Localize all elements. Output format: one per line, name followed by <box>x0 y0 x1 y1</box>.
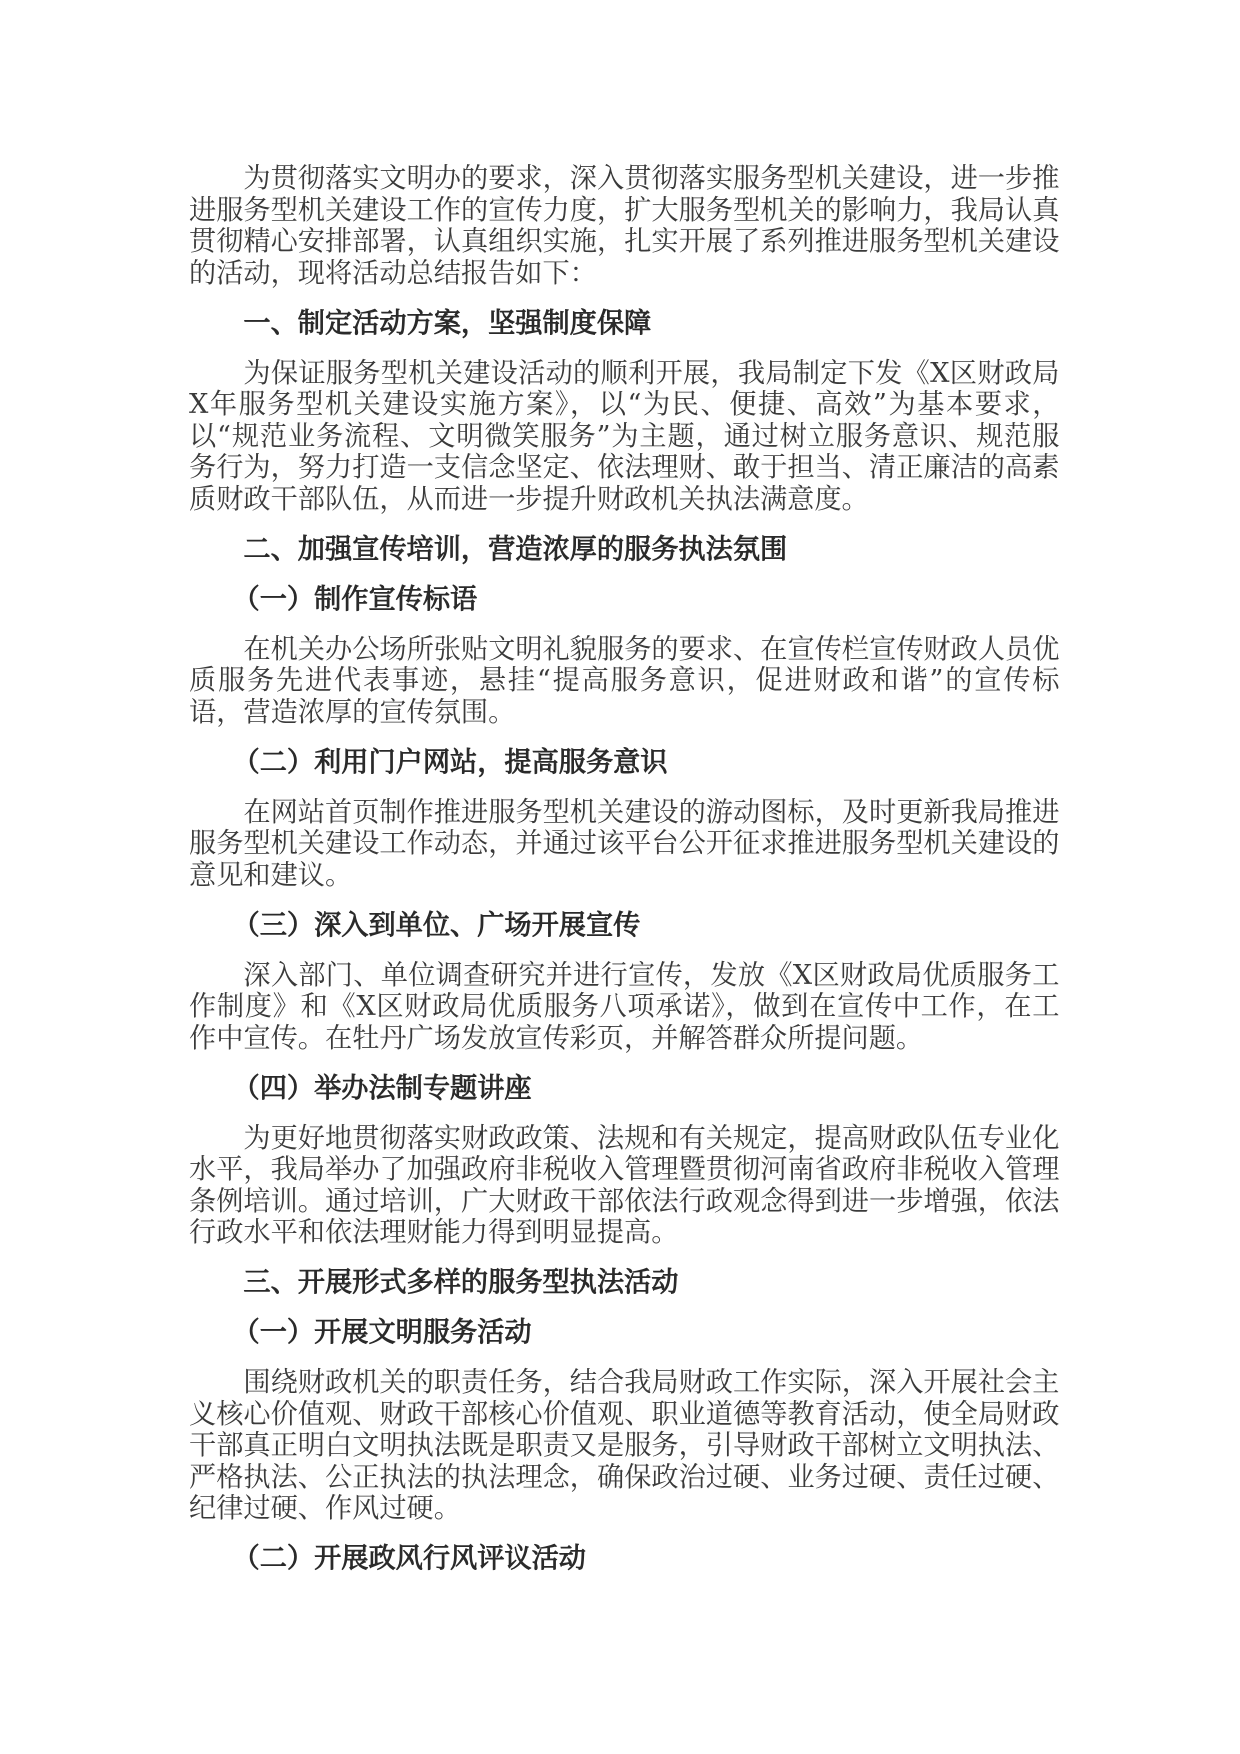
subsection-2-1-heading: （一）制作宣传标语 <box>232 583 478 615</box>
subsection-2-2-body: 在网站首页制作推进服务型机关建设的游动图标，及时更新我局推进服务型机关建设工作动态，并通过该平台公开征求推进服务型机关建设的意见和建议。 <box>189 796 1060 891</box>
subsection-2-3-body: 深入部门、单位调查研究并进行宣传，发放《X区财政局优质服务工作制度》和《X区财政局优质服务八项承诺》，做到在宣传中工作，在工作中宣传。在牡丹广场发放宣传彩页，并解答群众所提问题。 <box>189 959 1060 1054</box>
subsection-3-1-heading: （一）开展文明服务活动 <box>232 1317 532 1348</box>
subsection-2-4-body: 为更好地贯彻落实财政政策、法规和有关规定，提高财政队伍专业化水平，我局举办了加强政府非税收入管理暨贯彻河南省政府非税收入管理条例培训。通过培训，广大财政干部依法行政观念得到进一步增强，依法行政水平和依法理财能力得到明显提高。 <box>189 1122 1060 1248</box>
section-1-heading: 一、制定活动方案，坚强制度保障 <box>243 307 652 339</box>
subsection-2-3-heading: （三）深入到单位、广场开展宣传 <box>232 909 641 941</box>
intro-paragraph: 为贯彻落实文明办的要求，深入贯彻落实服务型机关建设，进一步推进服务型机关建设工作的宣传力度，扩大服务型机关的影响力，我局认真贯彻精心安排部署，认真组织实施，扎实开展了系列推进服务型机关建设的活动，现将活动总结报告如下： <box>189 163 1060 289</box>
subsection-3-1-body: 围绕财政机关的职责任务，结合我局财政工作实际，深入开展社会主义核心价值观、财政干部核心价值观、职业道德等教育活动，使全局财政干部真正明白文明执法既是职责又是服务，引导财政干部树立文明执法、严格执法、公正执法的执法理念，确保政治过硬、业务过硬、责任过硬、纪律过硬、作风过硬。 <box>189 1367 1060 1524</box>
subsection-2-1-body: 在机关办公场所张贴文明礼貌服务的要求、在宣传栏宣传财政人员优质服务先进代表事迹，悬挂“提高服务意识，促进财政和谐”的宣传标语，营造浓厚的宣传氛围。 <box>189 633 1060 728</box>
document-page <box>189 163 1059 1593</box>
subsection-2-2-heading: （二）利用门户网站，提高服务意识 <box>232 746 668 778</box>
subsection-2-4-heading: （四）举办法制专题讲座 <box>232 1072 532 1104</box>
subsection-3-2-heading: （二）开展政风行风评议活动 <box>232 1543 586 1574</box>
section-1-body: 为保证服务型机关建设活动的顺利开展，我局制定下发《X区财政局X年服务型机关建设实施方案》，以“为民、便捷、高效”为基本要求，以“规范业务流程、文明微笑服务”为主题，通过树立服务意识、规范服务行为，努力打造一支信念坚定、依法理财、敢于担当、清正廉洁的高素质财政干部队伍，从而进一步提升财政机关执法满意度。 <box>189 357 1060 515</box>
section-2-heading: 二、加强宣传培训，营造浓厚的服务执法氛围 <box>243 533 788 565</box>
section-3-heading: 三、开展形式多样的服务型执法活动 <box>243 1267 679 1298</box>
